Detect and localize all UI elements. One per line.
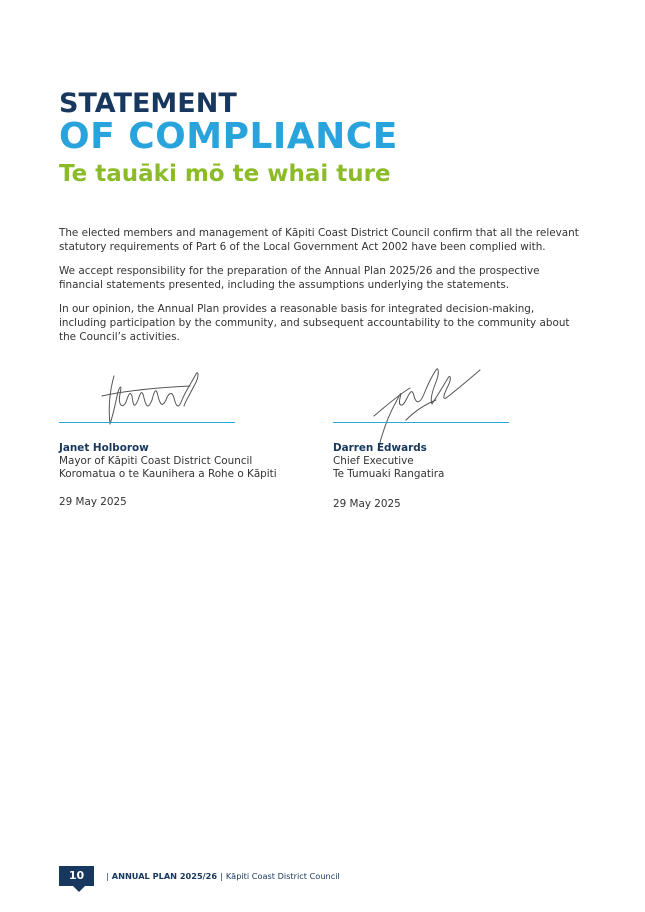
footer-plan-name: ANNUAL PLAN 2025/26	[111, 871, 218, 881]
signature-date-mayor: 29 May 2025	[59, 496, 127, 508]
body-text	[59, 226, 584, 354]
signatory-role-maori: Koromatua o te Kaunihera a Rohe o Kāpiti	[59, 468, 277, 480]
signatory-name: Darren Edwards	[333, 442, 427, 454]
page-badge-tail	[73, 886, 85, 892]
signatory-chief-executive	[333, 442, 573, 481]
signature-date-chief-executive: 29 May 2025	[333, 498, 401, 510]
signature-line-chief-executive	[333, 422, 509, 423]
title-statement: STATEMENT	[59, 88, 237, 119]
title-maori: Te tauāki mō te whai ture	[59, 161, 391, 187]
footer-text	[103, 870, 340, 882]
paragraph-3: In our opinion, the Annual Plan provides a reasonable basis for integrated decision-making, including participation by the community, and subsequent accountability to the community about the Council’s activities.	[59, 303, 570, 343]
title-of-compliance: OF COMPLIANCE	[59, 116, 398, 157]
footer-separator: |	[106, 871, 109, 881]
footer-separator: |	[220, 871, 223, 881]
paragraph-1: The elected members and management of Kāpiti Coast District Council confirm that all the relevant statutory requirements of Part 6 of the Local Government Act 2002 have been complied with.	[59, 227, 579, 253]
signatory-mayor	[59, 442, 299, 481]
signature-mayor	[100, 366, 210, 428]
signatory-role-maori: Te Tumuaki Rangatira	[333, 468, 445, 480]
page-number-badge: 10	[59, 866, 94, 886]
signatory-role: Mayor of Kāpiti Coast District Council	[59, 455, 253, 467]
signatory-name: Janet Holborow	[59, 442, 149, 454]
signature-chief-executive	[370, 364, 485, 454]
signature-line-mayor	[59, 422, 235, 423]
paragraph-2: We accept responsibility for the preparation of the Annual Plan 2025/26 and the prospective financial statements presented, including the assumptions underlying the statements.	[59, 265, 540, 291]
signatory-role: Chief Executive	[333, 455, 414, 467]
footer-council-name: Kāpiti Coast District Council	[225, 871, 340, 881]
page-footer	[59, 866, 459, 890]
